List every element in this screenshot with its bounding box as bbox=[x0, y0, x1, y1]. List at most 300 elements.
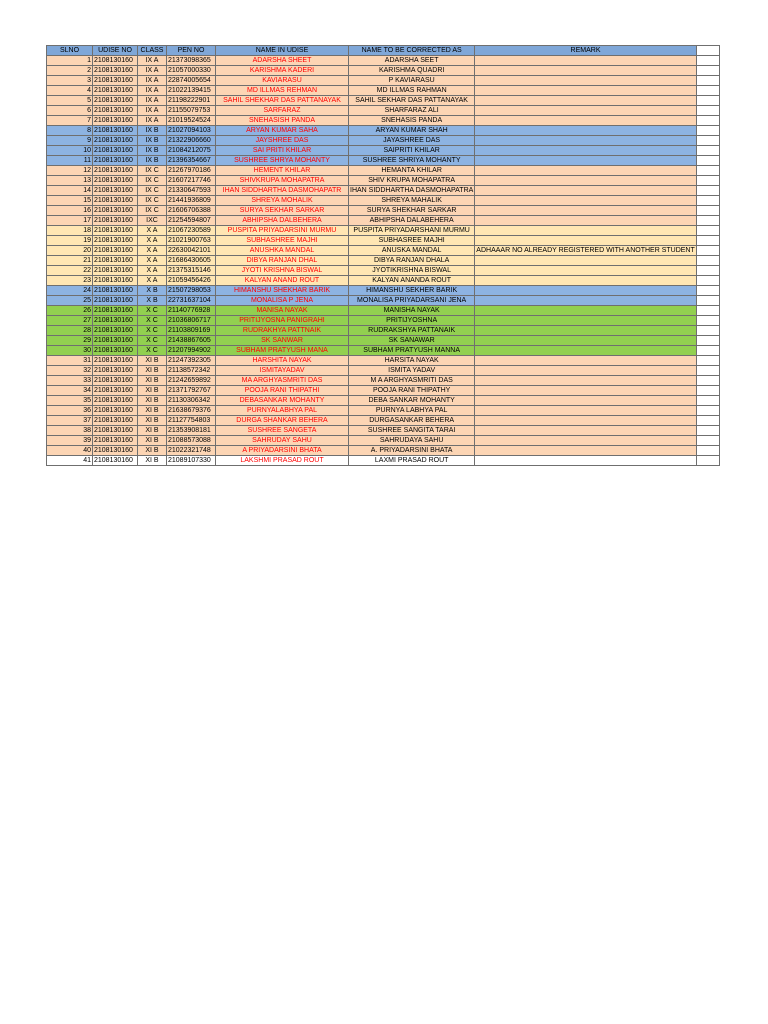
cell-pen-no[interactable]: 21022321748 bbox=[167, 446, 216, 456]
cell-name-corrected[interactable]: KARISHMA QUADRI bbox=[349, 66, 475, 76]
cell-remark[interactable] bbox=[475, 456, 696, 466]
cell-pen-no[interactable]: 21373098365 bbox=[167, 56, 216, 66]
cell-pen-no[interactable]: 21507298053 bbox=[167, 286, 216, 296]
cell-name-corrected[interactable]: SUSHREE SANGITA TARAI bbox=[349, 426, 475, 436]
cell-name-corrected[interactable]: SAIPRITI KHILAR bbox=[349, 146, 475, 156]
cell-remark[interactable] bbox=[475, 196, 696, 206]
cell-slno[interactable]: 12 bbox=[47, 166, 93, 176]
cell-class[interactable]: XI B bbox=[138, 366, 167, 376]
cell-remark[interactable] bbox=[475, 426, 696, 436]
cell-slno[interactable]: 38 bbox=[47, 426, 93, 436]
cell-slno[interactable]: 10 bbox=[47, 146, 93, 156]
cell-name-in-udise[interactable]: SUSHREE SANGETA bbox=[216, 426, 349, 436]
cell-udise-no[interactable]: 2108130160 bbox=[93, 206, 138, 216]
cell-remark[interactable] bbox=[475, 256, 696, 266]
cell-name-corrected[interactable]: SAHRUDAYA SAHU bbox=[349, 436, 475, 446]
cell-class[interactable]: IX A bbox=[138, 56, 167, 66]
cell-udise-no[interactable]: 2108130160 bbox=[93, 256, 138, 266]
cell-udise-no[interactable]: 2108130160 bbox=[93, 386, 138, 396]
cell-remark[interactable] bbox=[475, 386, 696, 396]
cell-pen-no[interactable]: 21084212075 bbox=[167, 146, 216, 156]
cell-name-in-udise[interactable]: SK SANWAR bbox=[216, 336, 349, 346]
cell-name-corrected[interactable]: HIMANSHU SEKHER BARIK bbox=[349, 286, 475, 296]
cell-udise-no[interactable]: 2108130160 bbox=[93, 236, 138, 246]
cell-empty[interactable] bbox=[696, 266, 719, 276]
cell-udise-no[interactable]: 2108130160 bbox=[93, 406, 138, 416]
cell-udise-no[interactable]: 2108130160 bbox=[93, 76, 138, 86]
cell-pen-no[interactable]: 21140776928 bbox=[167, 306, 216, 316]
cell-remark[interactable] bbox=[475, 286, 696, 296]
cell-pen-no[interactable]: 21686430605 bbox=[167, 256, 216, 266]
cell-name-in-udise[interactable]: A PRIYADARSINI BHATA bbox=[216, 446, 349, 456]
header-remark[interactable]: REMARK bbox=[475, 46, 696, 56]
cell-name-corrected[interactable]: SK SANAWAR bbox=[349, 336, 475, 346]
cell-name-corrected[interactable]: MANISHA NAYAK bbox=[349, 306, 475, 316]
cell-slno[interactable]: 30 bbox=[47, 346, 93, 356]
cell-udise-no[interactable]: 2108130160 bbox=[93, 96, 138, 106]
cell-remark[interactable] bbox=[475, 276, 696, 286]
cell-udise-no[interactable]: 2108130160 bbox=[93, 296, 138, 306]
cell-empty[interactable] bbox=[696, 406, 719, 416]
cell-pen-no[interactable]: 21438867605 bbox=[167, 336, 216, 346]
cell-class[interactable]: IX B bbox=[138, 146, 167, 156]
cell-slno[interactable]: 31 bbox=[47, 356, 93, 366]
header-slno[interactable]: SLNO bbox=[47, 46, 93, 56]
cell-name-corrected[interactable]: SHARFARAZ ALI bbox=[349, 106, 475, 116]
cell-name-in-udise[interactable]: MD ILLMAS REHMAN bbox=[216, 86, 349, 96]
cell-name-corrected[interactable]: DEBA SANKAR MOHANTY bbox=[349, 396, 475, 406]
cell-pen-no[interactable]: 21396354667 bbox=[167, 156, 216, 166]
cell-remark[interactable] bbox=[475, 336, 696, 346]
cell-class[interactable]: X A bbox=[138, 256, 167, 266]
cell-remark[interactable] bbox=[475, 226, 696, 236]
cell-class[interactable]: X A bbox=[138, 266, 167, 276]
cell-empty[interactable] bbox=[696, 86, 719, 96]
cell-udise-no[interactable]: 2108130160 bbox=[93, 436, 138, 446]
cell-empty[interactable] bbox=[696, 136, 719, 146]
cell-name-corrected[interactable]: A. PRIYADARSINI BHATA bbox=[349, 446, 475, 456]
cell-pen-no[interactable]: 21353908181 bbox=[167, 426, 216, 436]
cell-pen-no[interactable]: 21607217746 bbox=[167, 176, 216, 186]
cell-remark[interactable] bbox=[475, 266, 696, 276]
cell-pen-no[interactable]: 21103809169 bbox=[167, 326, 216, 336]
cell-name-corrected[interactable]: SNEHASIS PANDA bbox=[349, 116, 475, 126]
cell-slno[interactable]: 35 bbox=[47, 396, 93, 406]
cell-name-in-udise[interactable]: SUBHAM PRATYUSH MANA bbox=[216, 346, 349, 356]
cell-pen-no[interactable]: 22874005654 bbox=[167, 76, 216, 86]
cell-udise-no[interactable]: 2108130160 bbox=[93, 186, 138, 196]
header-class[interactable]: CLASS bbox=[138, 46, 167, 56]
cell-name-in-udise[interactable]: RUDRAKHYA PATTNAIK bbox=[216, 326, 349, 336]
cell-remark[interactable] bbox=[475, 86, 696, 96]
cell-name-in-udise[interactable]: MONALISA P JENA bbox=[216, 296, 349, 306]
cell-name-in-udise[interactable]: SUBHASHREE MAJHI bbox=[216, 236, 349, 246]
cell-empty[interactable] bbox=[696, 346, 719, 356]
cell-name-in-udise[interactable]: JAYSHREE DAS bbox=[216, 136, 349, 146]
cell-empty[interactable] bbox=[696, 386, 719, 396]
cell-slno[interactable]: 40 bbox=[47, 446, 93, 456]
cell-pen-no[interactable]: 21127754803 bbox=[167, 416, 216, 426]
cell-slno[interactable]: 33 bbox=[47, 376, 93, 386]
cell-slno[interactable]: 39 bbox=[47, 436, 93, 446]
cell-empty[interactable] bbox=[696, 166, 719, 176]
cell-pen-no[interactable]: 21441936809 bbox=[167, 196, 216, 206]
cell-udise-no[interactable]: 2108130160 bbox=[93, 456, 138, 466]
cell-empty[interactable] bbox=[696, 196, 719, 206]
cell-remark[interactable] bbox=[475, 326, 696, 336]
cell-name-in-udise[interactable]: KALYAN ANAND ROUT bbox=[216, 276, 349, 286]
cell-slno[interactable]: 22 bbox=[47, 266, 93, 276]
cell-name-in-udise[interactable]: POOJA RANI THIPATHI bbox=[216, 386, 349, 396]
cell-class[interactable]: X A bbox=[138, 226, 167, 236]
cell-class[interactable]: IX A bbox=[138, 106, 167, 116]
cell-empty[interactable] bbox=[696, 216, 719, 226]
cell-name-corrected[interactable]: SHREYA MAHALIK bbox=[349, 196, 475, 206]
cell-udise-no[interactable]: 2108130160 bbox=[93, 66, 138, 76]
cell-slno[interactable]: 26 bbox=[47, 306, 93, 316]
cell-name-in-udise[interactable]: IHAN SIDDHARTHA DASMOHAPATR bbox=[216, 186, 349, 196]
cell-name-corrected[interactable]: JYOTIKRISHNA BISWAL bbox=[349, 266, 475, 276]
cell-remark[interactable] bbox=[475, 236, 696, 246]
cell-udise-no[interactable]: 2108130160 bbox=[93, 356, 138, 366]
cell-pen-no[interactable]: 21638679376 bbox=[167, 406, 216, 416]
cell-slno[interactable]: 11 bbox=[47, 156, 93, 166]
cell-class[interactable]: X A bbox=[138, 246, 167, 256]
cell-name-corrected[interactable]: SHIV KRUPA MOHAPATRA bbox=[349, 176, 475, 186]
cell-remark[interactable]: ADHAAAR NO ALREADY REGISTERED WITH ANOTHER STUDENT bbox=[476, 247, 695, 254]
cell-slno[interactable]: 32 bbox=[47, 366, 93, 376]
cell-remark[interactable] bbox=[475, 396, 696, 406]
cell-remark[interactable] bbox=[475, 176, 696, 186]
cell-empty[interactable] bbox=[696, 236, 719, 246]
cell-name-in-udise[interactable]: ANUSHKA MANDAL bbox=[216, 246, 349, 256]
cell-remark[interactable] bbox=[475, 156, 696, 166]
cell-udise-no[interactable]: 2108130160 bbox=[93, 106, 138, 116]
cell-udise-no[interactable]: 2108130160 bbox=[93, 366, 138, 376]
cell-udise-no[interactable]: 2108130160 bbox=[93, 426, 138, 436]
cell-pen-no[interactable]: 21155079753 bbox=[167, 106, 216, 116]
cell-udise-no[interactable]: 2108130160 bbox=[93, 246, 138, 256]
cell-udise-no[interactable]: 2108130160 bbox=[93, 346, 138, 356]
cell-empty[interactable] bbox=[696, 316, 719, 326]
cell-slno[interactable]: 15 bbox=[47, 196, 93, 206]
cell-empty[interactable] bbox=[696, 66, 719, 76]
cell-name-corrected[interactable]: KALYAN ANANDA ROUT bbox=[349, 276, 475, 286]
cell-empty[interactable] bbox=[696, 396, 719, 406]
cell-remark[interactable] bbox=[475, 206, 696, 216]
cell-name-in-udise[interactable]: SUSHREE SHRYA MOHANTY bbox=[216, 156, 349, 166]
cell-pen-no[interactable]: 21130306342 bbox=[167, 396, 216, 406]
cell-slno[interactable]: 25 bbox=[47, 296, 93, 306]
cell-udise-no[interactable]: 2108130160 bbox=[93, 336, 138, 346]
cell-pen-no[interactable]: 21019524524 bbox=[167, 116, 216, 126]
cell-empty[interactable] bbox=[696, 206, 719, 216]
cell-name-corrected[interactable]: IHAN SIDDHARTHA DASMOHAPATRA bbox=[350, 187, 474, 194]
cell-remark[interactable] bbox=[475, 416, 696, 426]
cell-remark[interactable] bbox=[475, 316, 696, 326]
cell-empty[interactable] bbox=[696, 186, 719, 196]
cell-class[interactable]: XI B bbox=[138, 376, 167, 386]
cell-name-corrected[interactable]: ADARSHA SEET bbox=[349, 56, 475, 66]
cell-udise-no[interactable]: 2108130160 bbox=[93, 316, 138, 326]
cell-pen-no[interactable]: 21198222901 bbox=[167, 96, 216, 106]
cell-name-in-udise[interactable]: ISMITAYADAV bbox=[216, 366, 349, 376]
cell-remark[interactable] bbox=[475, 96, 696, 106]
cell-slno[interactable]: 27 bbox=[47, 316, 93, 326]
cell-udise-no[interactable]: 2108130160 bbox=[93, 156, 138, 166]
cell-remark[interactable] bbox=[475, 56, 696, 66]
cell-udise-no[interactable]: 2108130160 bbox=[93, 86, 138, 96]
cell-slno[interactable]: 36 bbox=[47, 406, 93, 416]
cell-class[interactable]: IX A bbox=[138, 86, 167, 96]
cell-slno[interactable]: 21 bbox=[47, 256, 93, 266]
cell-empty[interactable] bbox=[696, 306, 719, 316]
cell-slno[interactable]: 8 bbox=[47, 126, 93, 136]
cell-pen-no[interactable]: 21027094103 bbox=[167, 126, 216, 136]
cell-empty[interactable] bbox=[696, 296, 719, 306]
cell-empty[interactable] bbox=[696, 126, 719, 136]
cell-slno[interactable]: 3 bbox=[47, 76, 93, 86]
cell-udise-no[interactable]: 2108130160 bbox=[93, 416, 138, 426]
cell-class[interactable]: XI B bbox=[138, 386, 167, 396]
cell-pen-no[interactable]: 21036806717 bbox=[167, 316, 216, 326]
cell-pen-no[interactable]: 21059456426 bbox=[167, 276, 216, 286]
cell-name-in-udise[interactable]: LAKSHMI PRASAD ROUT bbox=[216, 456, 349, 466]
cell-name-corrected[interactable]: HARSITA NAYAK bbox=[349, 356, 475, 366]
cell-class[interactable]: X C bbox=[138, 316, 167, 326]
cell-name-corrected[interactable]: SURYA SHEKHAR SARKAR bbox=[349, 206, 475, 216]
cell-class[interactable]: X C bbox=[138, 326, 167, 336]
cell-class[interactable]: XI B bbox=[138, 406, 167, 416]
cell-empty[interactable] bbox=[696, 156, 719, 166]
cell-name-in-udise[interactable]: MANISA NAYAK bbox=[216, 306, 349, 316]
cell-name-corrected[interactable]: MONALISA PRIYADARSANI JENA bbox=[349, 296, 475, 306]
cell-pen-no[interactable]: 21022139415 bbox=[167, 86, 216, 96]
cell-class[interactable]: IX B bbox=[138, 136, 167, 146]
cell-name-in-udise[interactable]: SARFARAZ bbox=[216, 106, 349, 116]
cell-remark[interactable] bbox=[475, 116, 696, 126]
cell-class[interactable]: IX C bbox=[138, 166, 167, 176]
cell-class[interactable]: X C bbox=[138, 306, 167, 316]
cell-class[interactable]: IX B bbox=[138, 156, 167, 166]
cell-udise-no[interactable]: 2108130160 bbox=[93, 376, 138, 386]
cell-name-corrected[interactable]: RUDRAKSHYA PATTANAIK bbox=[349, 326, 475, 336]
cell-empty[interactable] bbox=[696, 76, 719, 86]
cell-slno[interactable]: 16 bbox=[47, 206, 93, 216]
cell-empty[interactable] bbox=[696, 446, 719, 456]
cell-remark[interactable] bbox=[475, 136, 696, 146]
cell-udise-no[interactable]: 2108130160 bbox=[93, 126, 138, 136]
cell-udise-no[interactable]: 2108130160 bbox=[93, 266, 138, 276]
cell-empty[interactable] bbox=[696, 96, 719, 106]
header-pen-no[interactable]: PEN NO bbox=[167, 46, 216, 56]
cell-empty[interactable] bbox=[696, 366, 719, 376]
cell-class[interactable]: XI B bbox=[138, 446, 167, 456]
cell-pen-no[interactable]: 21375315146 bbox=[167, 266, 216, 276]
cell-udise-no[interactable]: 2108130160 bbox=[93, 396, 138, 406]
cell-name-in-udise[interactable]: HARSHITA NAYAK bbox=[216, 356, 349, 366]
cell-slno[interactable]: 13 bbox=[47, 176, 93, 186]
cell-name-corrected[interactable]: PRITIJYOSHNA bbox=[349, 316, 475, 326]
header-name-in-udise[interactable]: NAME IN UDISE bbox=[216, 46, 349, 56]
cell-remark[interactable] bbox=[475, 186, 696, 196]
cell-class[interactable]: IX A bbox=[138, 76, 167, 86]
cell-name-corrected[interactable]: DURGASANKAR BEHERA bbox=[349, 416, 475, 426]
cell-pen-no[interactable]: 21267970186 bbox=[167, 166, 216, 176]
cell-class[interactable]: IX A bbox=[138, 66, 167, 76]
cell-remark[interactable] bbox=[475, 296, 696, 306]
cell-pen-no[interactable]: 21138572342 bbox=[167, 366, 216, 376]
cell-class[interactable]: X B bbox=[138, 286, 167, 296]
cell-udise-no[interactable]: 2108130160 bbox=[93, 166, 138, 176]
cell-remark[interactable] bbox=[475, 126, 696, 136]
cell-name-in-udise[interactable]: PURNYALABHYA PAL bbox=[216, 406, 349, 416]
cell-slno[interactable]: 14 bbox=[47, 186, 93, 196]
cell-name-in-udise[interactable]: SAI PRITI KHILAR bbox=[216, 146, 349, 156]
cell-name-in-udise[interactable]: KAVIARASU bbox=[216, 76, 349, 86]
cell-class[interactable]: X C bbox=[138, 346, 167, 356]
cell-empty[interactable] bbox=[696, 226, 719, 236]
cell-class[interactable]: X A bbox=[138, 276, 167, 286]
cell-name-in-udise[interactable]: ABHIPSHA DALBEHERA bbox=[216, 216, 349, 226]
cell-name-corrected[interactable]: HEMANTA KHILAR bbox=[349, 166, 475, 176]
header-empty[interactable] bbox=[696, 46, 719, 56]
cell-remark[interactable] bbox=[475, 76, 696, 86]
cell-udise-no[interactable]: 2108130160 bbox=[93, 326, 138, 336]
cell-slno[interactable]: 18 bbox=[47, 226, 93, 236]
cell-class[interactable]: X B bbox=[138, 296, 167, 306]
cell-name-in-udise[interactable]: KARISHMA KADERI bbox=[216, 66, 349, 76]
cell-empty[interactable] bbox=[696, 146, 719, 156]
header-udise-no[interactable]: UDISE NO bbox=[93, 46, 138, 56]
cell-name-corrected[interactable]: ANUSKA MANDAL bbox=[349, 246, 475, 256]
cell-name-in-udise[interactable]: SAHRUDAY SAHU bbox=[216, 436, 349, 446]
cell-remark[interactable] bbox=[475, 306, 696, 316]
cell-slno[interactable]: 23 bbox=[47, 276, 93, 286]
cell-name-in-udise[interactable]: HIMANSHU SHEKHAR BARIK bbox=[216, 286, 349, 296]
cell-udise-no[interactable]: 2108130160 bbox=[93, 306, 138, 316]
cell-empty[interactable] bbox=[696, 326, 719, 336]
cell-class[interactable]: XI B bbox=[138, 396, 167, 406]
cell-udise-no[interactable]: 2108130160 bbox=[93, 226, 138, 236]
cell-empty[interactable] bbox=[696, 116, 719, 126]
cell-pen-no[interactable]: 21088573088 bbox=[167, 436, 216, 446]
cell-remark[interactable] bbox=[475, 346, 696, 356]
cell-remark[interactable] bbox=[475, 406, 696, 416]
cell-class[interactable]: X C bbox=[138, 336, 167, 346]
cell-udise-no[interactable]: 2108130160 bbox=[93, 286, 138, 296]
cell-name-in-udise[interactable]: SHIVKRUPA MOHAPATRA bbox=[216, 176, 349, 186]
cell-udise-no[interactable]: 2108130160 bbox=[93, 196, 138, 206]
cell-name-corrected[interactable]: P KAVIARASU bbox=[349, 76, 475, 86]
cell-slno[interactable]: 28 bbox=[47, 326, 93, 336]
cell-remark[interactable] bbox=[475, 166, 696, 176]
header-name-to-be-corrected[interactable]: NAME TO BE CORRECTED AS bbox=[349, 46, 475, 56]
cell-class[interactable]: IX A bbox=[138, 96, 167, 106]
cell-pen-no[interactable]: 21247392305 bbox=[167, 356, 216, 366]
cell-name-in-udise[interactable]: SHREYA MOHALIK bbox=[216, 196, 349, 206]
cell-udise-no[interactable]: 2108130160 bbox=[93, 56, 138, 66]
cell-remark[interactable] bbox=[475, 366, 696, 376]
cell-name-corrected[interactable]: SAHIL SEKHAR DAS PATTANAYAK bbox=[349, 96, 475, 106]
cell-name-corrected[interactable]: POOJA RANI THIPATHY bbox=[349, 386, 475, 396]
cell-class[interactable]: IX C bbox=[138, 206, 167, 216]
cell-empty[interactable] bbox=[696, 246, 719, 256]
cell-pen-no[interactable]: 21207994902 bbox=[167, 346, 216, 356]
cell-name-corrected[interactable]: PURNYA LABHYA PAL bbox=[349, 406, 475, 416]
cell-empty[interactable] bbox=[696, 416, 719, 426]
cell-class[interactable]: X A bbox=[138, 236, 167, 246]
cell-slno[interactable]: 29 bbox=[47, 336, 93, 346]
cell-slno[interactable]: 19 bbox=[47, 236, 93, 246]
cell-udise-no[interactable]: 2108130160 bbox=[93, 446, 138, 456]
cell-class[interactable]: IX C bbox=[138, 176, 167, 186]
cell-name-corrected[interactable]: ARYAN KUMAR SHAH bbox=[349, 126, 475, 136]
cell-name-in-udise[interactable]: MA ARGHYASMRITI DAS bbox=[216, 376, 349, 386]
cell-pen-no[interactable]: 21057000330 bbox=[167, 66, 216, 76]
cell-slno[interactable]: 2 bbox=[47, 66, 93, 76]
cell-empty[interactable] bbox=[696, 426, 719, 436]
cell-class[interactable]: XI B bbox=[138, 436, 167, 446]
cell-udise-no[interactable]: 2108130160 bbox=[93, 136, 138, 146]
cell-name-corrected[interactable]: SUSHREE SHRIYA MOHANTY bbox=[349, 156, 475, 166]
cell-empty[interactable] bbox=[696, 106, 719, 116]
cell-udise-no[interactable]: 2108130160 bbox=[93, 146, 138, 156]
cell-slno[interactable]: 7 bbox=[47, 116, 93, 126]
cell-empty[interactable] bbox=[696, 176, 719, 186]
cell-name-in-udise[interactable]: PRITIJYOSNA PANIGRAHI bbox=[216, 316, 349, 326]
cell-name-corrected[interactable]: JAYASHREE DAS bbox=[349, 136, 475, 146]
cell-slno[interactable]: 6 bbox=[47, 106, 93, 116]
cell-slno[interactable]: 9 bbox=[47, 136, 93, 146]
cell-name-in-udise[interactable]: SAHIL SHEKHAR DAS PATTANAYAK bbox=[216, 96, 349, 106]
cell-pen-no[interactable]: 21371792767 bbox=[167, 386, 216, 396]
cell-remark[interactable] bbox=[475, 446, 696, 456]
cell-class[interactable]: XI B bbox=[138, 456, 167, 466]
cell-empty[interactable] bbox=[696, 376, 719, 386]
cell-name-in-udise[interactable]: DIBYA RANJAN DHAL bbox=[216, 256, 349, 266]
cell-pen-no[interactable]: 21067230589 bbox=[167, 226, 216, 236]
cell-remark[interactable] bbox=[475, 436, 696, 446]
cell-name-in-udise[interactable]: ADARSHA SHEET bbox=[216, 56, 349, 66]
cell-pen-no[interactable]: 21322906660 bbox=[167, 136, 216, 146]
cell-empty[interactable] bbox=[696, 56, 719, 66]
cell-udise-no[interactable]: 2108130160 bbox=[93, 216, 138, 226]
cell-name-in-udise[interactable]: PUSPITA PRIYADARSINI MURMU bbox=[216, 226, 349, 236]
cell-remark[interactable] bbox=[475, 66, 696, 76]
cell-name-in-udise[interactable]: DURGA SHANKAR BEHERA bbox=[216, 416, 349, 426]
cell-remark[interactable] bbox=[475, 376, 696, 386]
cell-empty[interactable] bbox=[696, 456, 719, 466]
cell-udise-no[interactable]: 2108130160 bbox=[93, 176, 138, 186]
cell-name-corrected[interactable]: MD ILLMAS RAHMAN bbox=[349, 86, 475, 96]
cell-name-in-udise[interactable]: SURYA SEKHAR SARKAR bbox=[216, 206, 349, 216]
cell-udise-no[interactable]: 2108130160 bbox=[93, 276, 138, 286]
cell-name-corrected[interactable]: M A ARGHYASMRITI DAS bbox=[349, 376, 475, 386]
cell-name-in-udise[interactable]: ARYAN KUMAR SAHA bbox=[216, 126, 349, 136]
cell-pen-no[interactable]: 21606706388 bbox=[167, 206, 216, 216]
cell-class[interactable]: IXC bbox=[138, 216, 167, 226]
cell-empty[interactable] bbox=[696, 436, 719, 446]
cell-name-corrected[interactable]: ABHIPSHA DALABEHERA bbox=[349, 216, 475, 226]
cell-empty[interactable] bbox=[696, 276, 719, 286]
cell-class[interactable]: XI B bbox=[138, 356, 167, 366]
cell-empty[interactable] bbox=[696, 356, 719, 366]
cell-slno[interactable]: 41 bbox=[47, 456, 93, 466]
cell-slno[interactable]: 1 bbox=[47, 56, 93, 66]
cell-name-in-udise[interactable]: SNEHASISH PANDA bbox=[216, 116, 349, 126]
cell-empty[interactable] bbox=[696, 286, 719, 296]
